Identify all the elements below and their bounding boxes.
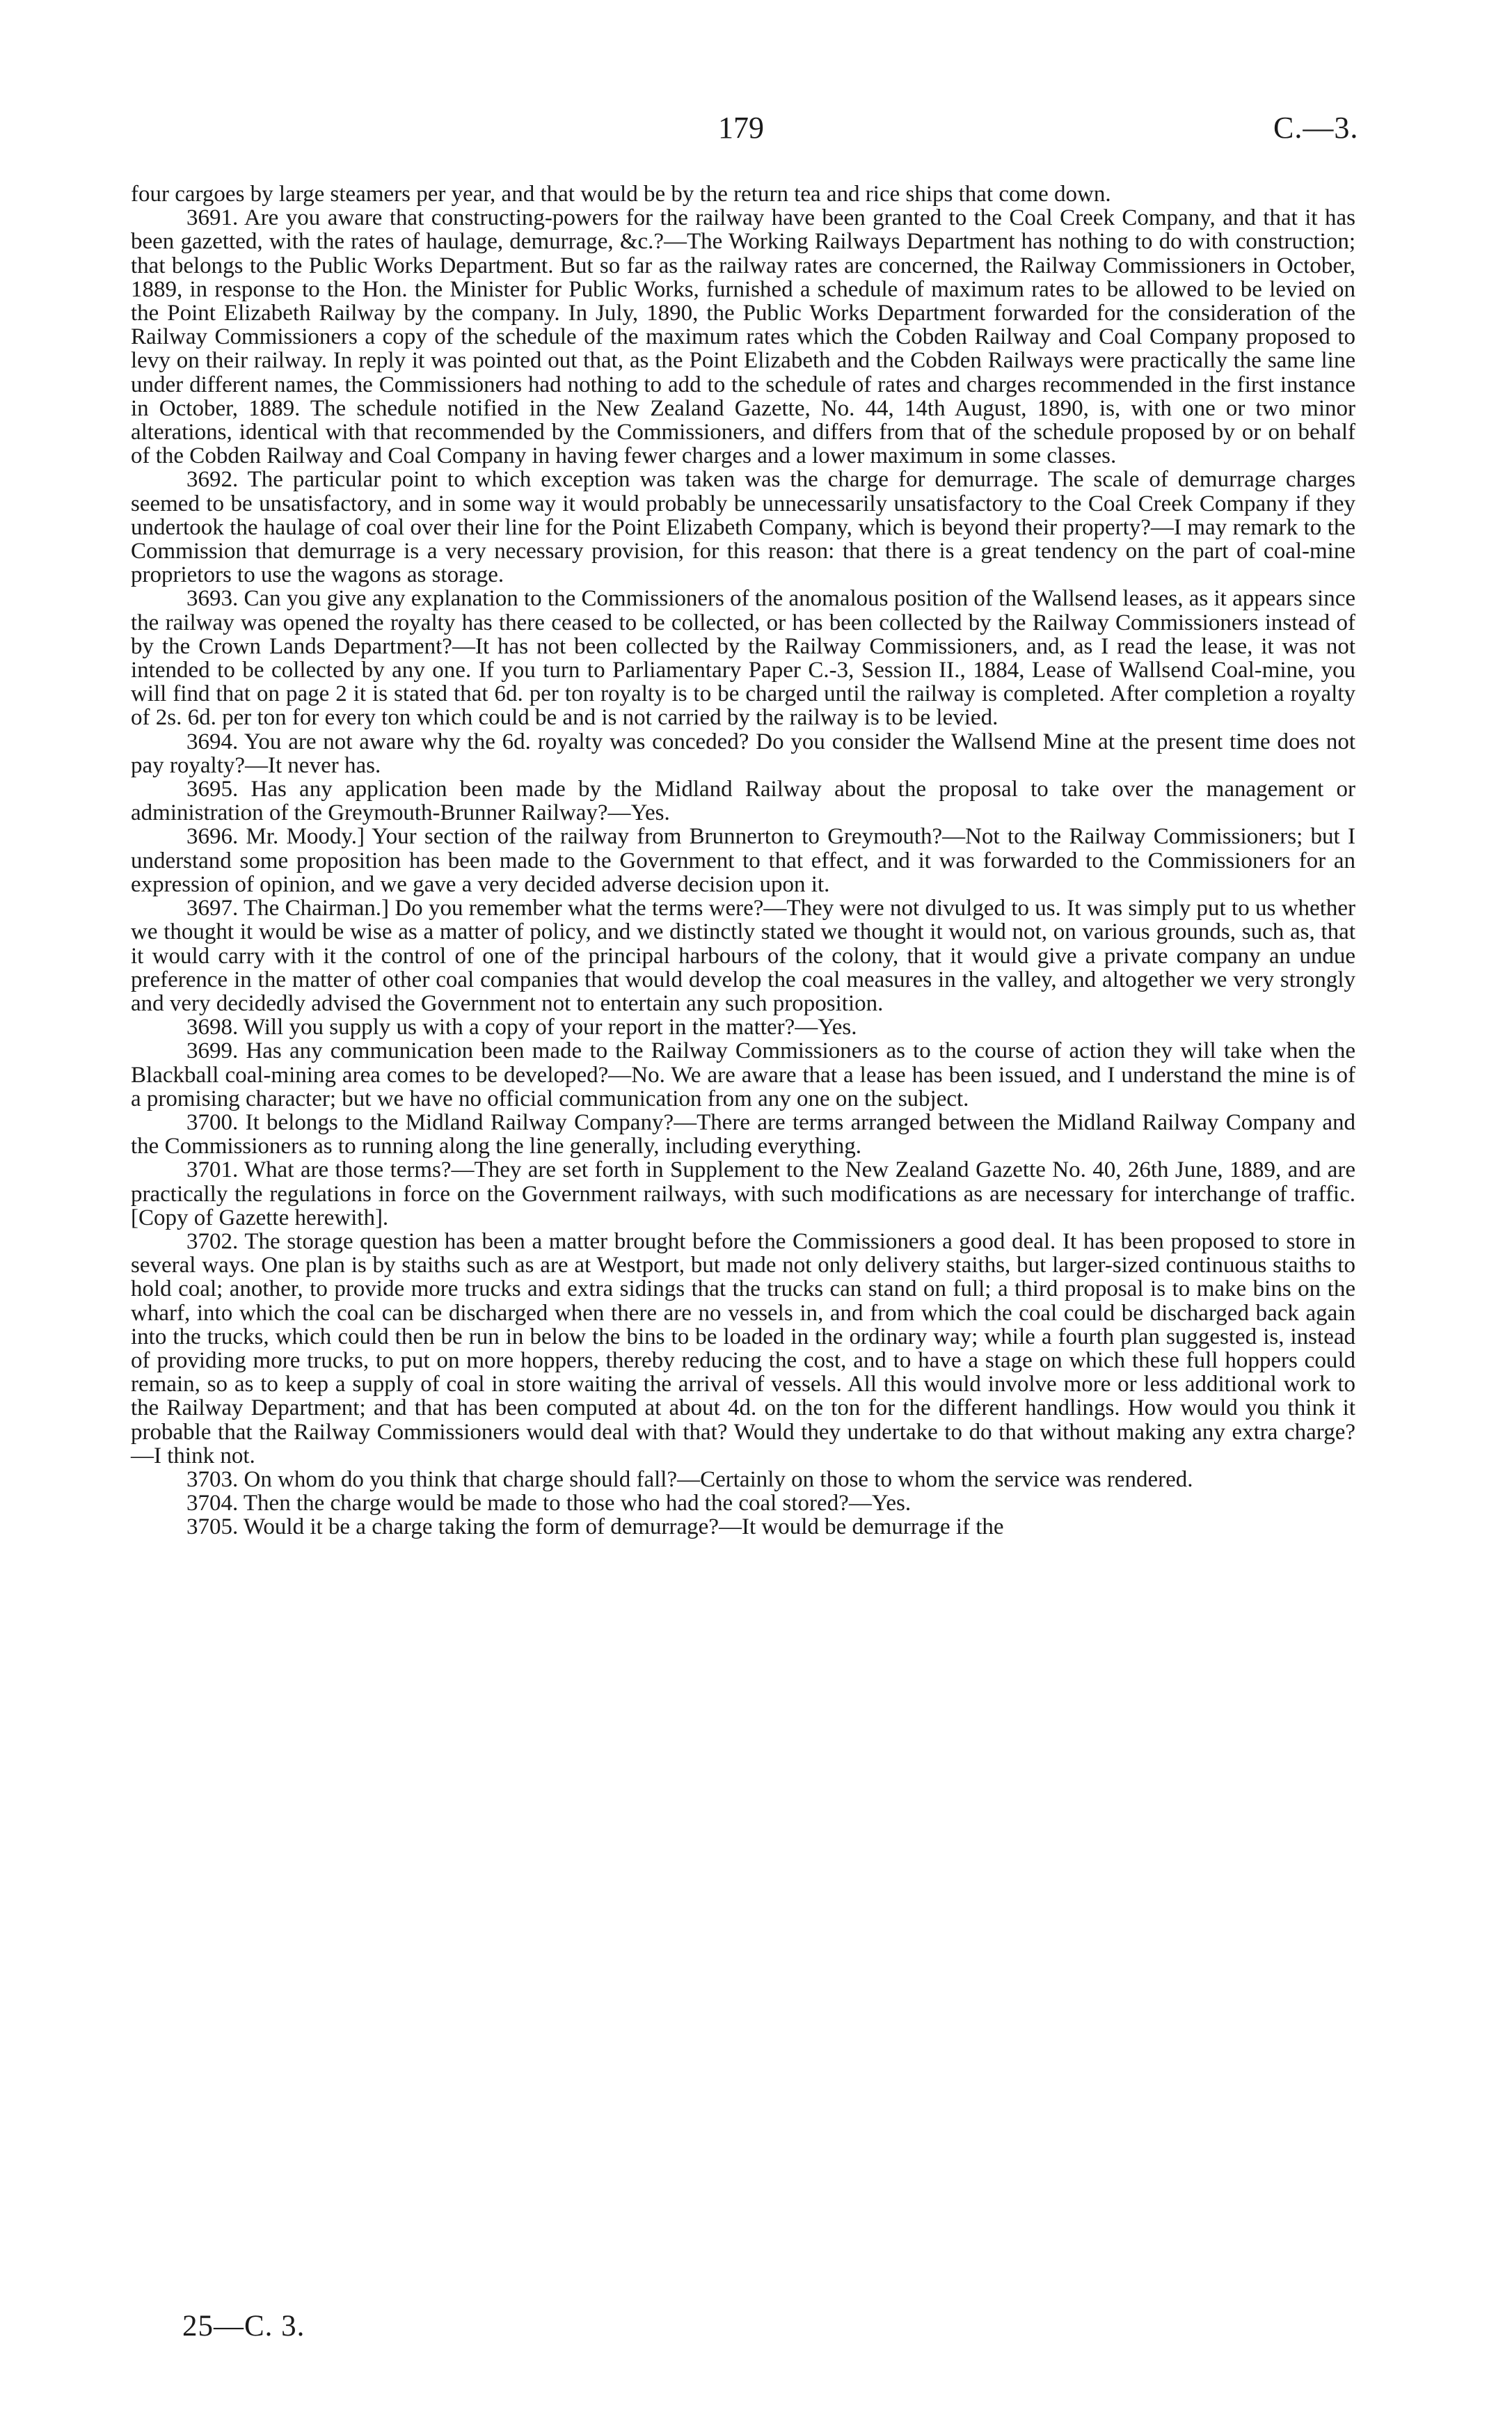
body-text bbox=[131, 182, 1355, 1539]
paragraph-3695: 3695. Has any application been made by the Midland Railway about the proposal to take over the management or administration of the Greymouth-Brunner Railway?—Yes. bbox=[131, 777, 1355, 826]
paragraph-3703: 3703. On whom do you think that charge should fall?—Certainly on those to whom the service was rendered. bbox=[186, 1466, 1193, 1492]
paragraph-3699: 3699. Has any communication been made to the Railway Commissioners as to the course of action they will take when the Blackball coal-mining area comes to be developed?—No. We are aware that a lease has been issued, and I understand the mine is of a promising character; but we have no official communication from any one on the subject. bbox=[131, 1038, 1355, 1111]
paragraph-3694: 3694. You are not aware why the 6d. royalty was conceded? Do you consider the Wallsend Mine at the present time does not pay royalty?—It never has. bbox=[131, 729, 1355, 778]
paragraph-3691: 3691. Are you aware that constructing-powers for the railway have been granted to the Coal Creek Company, and that it has been gazetted, with the rates of haulage, demurrage, &c.?—The Working Railways Department has nothing to do with construction; that belongs to the Public Works Department. But so far as the railway rates are concerned, the Railway Commissioners in October, 1889, in response to the Hon. the Minister for Public Works, furnished a schedule of maximum rates to be allowed to be levied on the Point Elizabeth Railway by the company. In July, 1890, the Public Works Department forwarded for the consideration of the Railway Commissioners a copy of the schedule of the maximum rates which the Cobden Railway and Coal Company proposed to levy on their railway. In reply it was pointed out that, as the Point Elizabeth and the Cobden Railways were practically the same line under different names, the Commissioners had nothing to add to the schedule of rates and charges recommended in the first instance in October, 1889. The schedule notified in the New Zealand Gazette, No. 44, 14th August, 1890, is, with one or two minor alterations, identical with that recommended by the Commissioners, and differs from that of the schedule proposed by or on behalf of the Cobden Railway and Coal Company in having fewer charges and a lower maximum in some classes. bbox=[131, 205, 1355, 469]
paragraph-3704: 3704. Then the charge would be made to those who had the coal stored?—Yes. bbox=[186, 1491, 912, 1516]
paragraph-continuation: four cargoes by large steamers per year, and that would be by the return tea and rice ships that come down. bbox=[131, 182, 1111, 207]
page-header bbox=[0, 110, 1512, 152]
paragraph-3697: 3697. The Chairman.] Do you remember what the terms were?—They were not divulged to us. It was simply put to us whether we thought it would be wise as a matter of policy, and we distinctly stated we thought it would not, on various grounds, such as, that it would carry with it the control of one of the principal harbours of the colony, that it would give a private company an undue preference in the matter of other coal companies that would develop the coal measures in the valley, and altogether we very strongly and very decidedly advised the Government not to entertain any such proposition. bbox=[131, 896, 1355, 1016]
paragraph-3705: 3705. Would it be a charge taking the form of demurrage?—It would be demurrage if the bbox=[186, 1514, 1004, 1540]
paragraph-3701: 3701. What are those terms?—They are set forth in Supplement to the New Zealand Gazette No. 40, 26th June, 1889, and are practically the regulations in force on the Government railways, with such modifications as are necessary for interchange of traffic. [Copy of Gazette herewith]. bbox=[131, 1157, 1355, 1230]
paragraph-3698: 3698. Will you supply us with a copy of your report in the matter?—Yes. bbox=[186, 1015, 857, 1040]
paragraph-3702: 3702. The storage question has been a matter brought before the Commissioners a good deal. It has been proposed to store in several ways. One plan is by staiths such as are at Westport, but made not only delivery staiths, but larger-sized continuous staiths to hold coal; another, to provide more trucks and extra sidings that the trucks can stand on full; a third proposal is to make bins on the wharf, into which the coal can be discharged when there are no vessels in, and from which the coal could be discharged back again into the trucks, which could then be run in below the bins to be loaded in the ordinary way; while a fourth plan suggested is, instead of providing more trucks, to put on more hoppers, thereby reducing the cost, and to have a stage on which these full hoppers could remain, so as to keep a supply of coal in store waiting the arrival of vessels. All this would involve more or less additional work to the Railway Department; and that has been computed at about 4d. on the ton for the different handlings. How would you think it probable that the Railway Commissioners would deal with that? Would they undertake to do that without making any extra charge?—I think not. bbox=[131, 1228, 1355, 1468]
paragraph-3693: 3693. Can you give any explanation to the Commissioners of the anomalous position of the Wallsend leases, as it appears since the railway was opened the royalty has there ceased to be collected, or has been collected by the Railway Commissioners instead of by the Crown Lands Department?—It has not been collected by the Railway Commissioners, and, as I read the lease, it was not intended to be collected by any one. If you turn to Parliamentary Paper C.-3, Session II., 1884, Lease of Wallsend Coal-mine, you will find that on page 2 it is stated that 6d. per ton royalty is to be charged until the railway is completed. After completion a royalty of 2s. 6d. per ton for every ton which could be and is not carried by the railway is to be levied. bbox=[131, 586, 1355, 731]
signature-mark: 25—C. 3. bbox=[182, 2310, 305, 2343]
paragraph-3696: 3696. Mr. Moody.] Your section of the railway from Brunnerton to Greymouth?—Not to the Railway Commissioners; but I understand some proposition has been made to the Government to that effect, and it was forwarded to the Commissioners for an expression of opinion, and we gave a very decided adverse decision upon it. bbox=[131, 824, 1355, 897]
paragraph-3700: 3700. It belongs to the Midland Railway Company?—There are terms arranged between the Midland Railway Company and the Commissioners as to running along the line generally, including everything. bbox=[131, 1109, 1355, 1159]
paragraph-3692: 3692. The particular point to which exception was taken was the charge for demurrage. The scale of demurrage charges seemed to be unsatisfactory, and in some way it would probably be unnecessarily unsatisfactory to the Coal Creek Company if they undertook the haulage of coal over their line for the Point Elizabeth Company, which is beyond their property?—I may remark to the Commission that demurrage is a very necessary provision, for this reason: that there is a great tendency on the part of coal-mine proprietors to use the wagons as storage. bbox=[131, 467, 1355, 588]
page-number: 179 bbox=[718, 111, 764, 145]
paper-reference: C.—3. bbox=[1273, 111, 1359, 145]
